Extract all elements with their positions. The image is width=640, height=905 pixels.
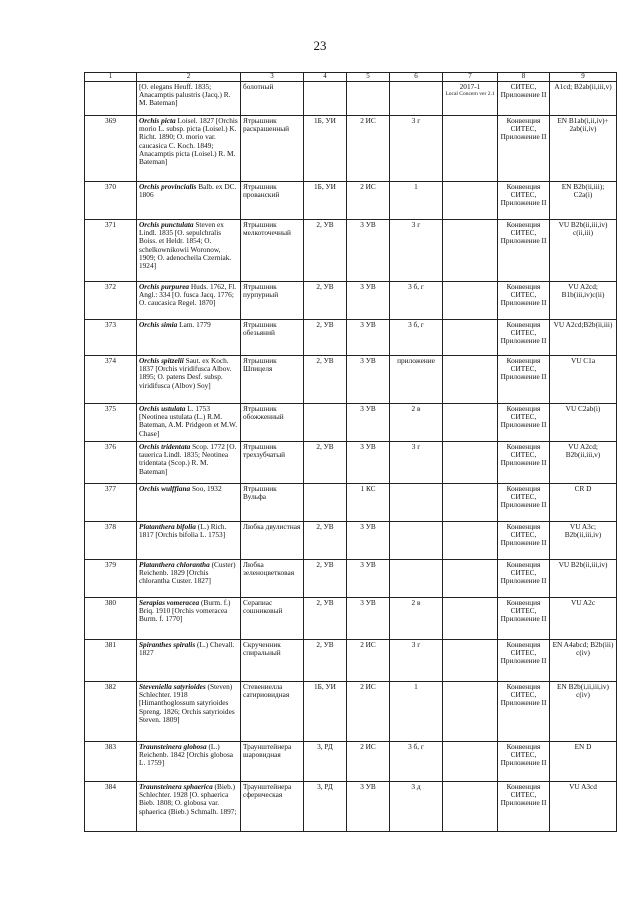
- col-header: 8: [498, 73, 550, 82]
- iucn-cell: VU A2cd; B1b(iii,iv)c(ii): [550, 282, 617, 320]
- row-number: 370: [85, 182, 137, 220]
- latin-name: Orchis wulffiana: [139, 484, 191, 493]
- russian-name: Стевениелла сатириовидная: [241, 682, 304, 742]
- status-cell: 2 ИС: [347, 682, 390, 742]
- row-number: 378: [85, 522, 137, 560]
- category-cell: 2, УВ: [304, 598, 347, 640]
- latin-name: Platanthera bifolia: [139, 522, 196, 531]
- status-cell: [347, 82, 390, 116]
- measures-cell: [390, 560, 443, 598]
- measures-cell: 3 б, г: [390, 742, 443, 782]
- category-cell: 1Б, УИ: [304, 682, 347, 742]
- col-header: 9: [550, 73, 617, 82]
- synonyms: Loisel. 1827 [Orchis morio L. subsp. picta (Loisel.) K. Richt. 1890; O. morio var. caucasica C. Koch. 1849; Anacamptis picta (Loisel.) R. M. Bateman]: [139, 116, 238, 166]
- iucn-cell: A1cd; B2ab(ii,iii,v): [550, 82, 617, 116]
- status-cell: 3 УВ: [347, 282, 390, 320]
- status-cell: 3 УВ: [347, 782, 390, 832]
- iucn-cell: VU C2ab(i): [550, 404, 617, 442]
- status-cell: 3 УВ: [347, 320, 390, 356]
- table-row: [85, 182, 617, 220]
- row-number: 376: [85, 442, 137, 484]
- cites-cell: Конвенция СИТЕС, Приложение II: [498, 282, 550, 320]
- latin-name: Platanthera chlorantha: [139, 560, 210, 569]
- col-header: 4: [304, 73, 347, 82]
- col-header: 1: [85, 73, 137, 82]
- col-header: 6: [390, 73, 443, 82]
- status-cell: 2 ИС: [347, 182, 390, 220]
- latin-name: Traunsteinera globosa: [139, 742, 207, 751]
- row-number: 379: [85, 560, 137, 598]
- cites-cell: Конвенция СИТЕС, Приложение II: [498, 404, 550, 442]
- latin-name: Orchis punctulata: [139, 220, 194, 229]
- assessment-cell: [443, 442, 498, 484]
- cites-cell: Конвенция СИТЕС, Приложение II: [498, 782, 550, 832]
- russian-name: Ятрышник раскрашенный: [241, 116, 304, 182]
- category-cell: 3, РД: [304, 742, 347, 782]
- measures-cell: 3 б, г: [390, 282, 443, 320]
- table-row: [85, 282, 617, 320]
- row-number: 371: [85, 220, 137, 282]
- species-name-cell: [137, 220, 241, 282]
- row-number: 383: [85, 742, 137, 782]
- assessment-cell: [443, 356, 498, 404]
- table-row: [85, 560, 617, 598]
- category-cell: [304, 484, 347, 522]
- row-number: 373: [85, 320, 137, 356]
- species-name-cell: [137, 522, 241, 560]
- cites-cell: Конвенция СИТЕС, Приложение II: [498, 522, 550, 560]
- species-name-cell: [137, 82, 241, 116]
- cites-cell: СИТЕС, Приложение II: [498, 82, 550, 116]
- synonyms: (L.) Chevall. 1827: [139, 640, 235, 658]
- category-cell: 2, УВ: [304, 282, 347, 320]
- measures-cell: 3 г: [390, 640, 443, 682]
- latin-name: Traunsteinera sphaerica: [139, 782, 213, 791]
- cites-cell: Конвенция СИТЕС, Приложение II: [498, 356, 550, 404]
- assessment-cell: [443, 220, 498, 282]
- russian-name: Серапиас сошниковый: [241, 598, 304, 640]
- russian-name: Ятрышник прованский: [241, 182, 304, 220]
- species-name-cell: [137, 116, 241, 182]
- measures-cell: 2 в: [390, 598, 443, 640]
- iucn-cell: EN A4abcd; B2b(iii) c(iv): [550, 640, 617, 682]
- synonyms: [O. elegans Heuff. 1835; Anacamptis palustris (Jacq.) R. M. Bateman]: [139, 82, 231, 108]
- category-cell: 2, УВ: [304, 320, 347, 356]
- species-name-cell: [137, 442, 241, 484]
- row-number: 372: [85, 282, 137, 320]
- russian-name: Скрученник спиральный: [241, 640, 304, 682]
- iucn-cell: VU C1a: [550, 356, 617, 404]
- iucn-cell: VU A3c; B2b(ii,iii,iv): [550, 522, 617, 560]
- category-cell: 2, УВ: [304, 220, 347, 282]
- status-cell: 3 УВ: [347, 598, 390, 640]
- assessment-cell: [443, 640, 498, 682]
- cites-cell: Конвенция СИТЕС, Приложение II: [498, 682, 550, 742]
- synonyms: Scop. 1772 [O. tauerica Lindl. 1835; Neotinea tridentata (Scop.) R. M. Bateman]: [139, 442, 237, 476]
- row-number: 380: [85, 598, 137, 640]
- species-name-cell: [137, 404, 241, 442]
- species-name-cell: [137, 682, 241, 742]
- synonyms: (L.) Reichenb. 1842 [Orchis globosa L. 1759]: [139, 742, 234, 768]
- species-name-cell: [137, 598, 241, 640]
- status-cell: 3 УВ: [347, 442, 390, 484]
- synonyms: L. 1753 [Neotinea ustulata (L.) R.M. Bateman, A.M. Pridgeon et M.W. Chase]: [139, 404, 238, 438]
- russian-name: Ятрышник Шпицеля: [241, 356, 304, 404]
- iucn-cell: EN B2b(ii,iii); C2a(i): [550, 182, 617, 220]
- assessment-cell: [443, 182, 498, 220]
- synonyms: Steven ex Lindl. 1835 [O. sepulchralis Boiss. et Heldr. 1854; O. schelkownikowii Woronow, 1909; O. adenocheila Czerniak. 1924]: [139, 220, 232, 270]
- latin-name: Orchis purpurea: [139, 282, 190, 291]
- synonyms: Balb. ex DC. 1806: [139, 182, 237, 200]
- row-number: 377: [85, 484, 137, 522]
- table-row: [85, 404, 617, 442]
- header-row: [85, 73, 617, 82]
- latin-name: Serapias vomeracea: [139, 598, 200, 607]
- assessment-cell: [443, 522, 498, 560]
- latin-name: Orchis picta: [139, 116, 176, 125]
- assessment-cell: [443, 782, 498, 832]
- category-cell: 2, УВ: [304, 560, 347, 598]
- assessment-year: 2017-1: [459, 82, 481, 91]
- russian-name: Ятрышник Вульфа: [241, 484, 304, 522]
- synonyms: (Steven) Schlechter. 1918 [Himanthoglossum satyrioides Spreng. 1826; Orchis satyrioides Steven. 1809]: [139, 682, 235, 724]
- measures-cell: 3 г: [390, 116, 443, 182]
- measures-cell: 3 г: [390, 220, 443, 282]
- latin-name: Orchis simia: [139, 320, 178, 329]
- row-number: 381: [85, 640, 137, 682]
- category-cell: 3, РД: [304, 782, 347, 832]
- table-row: [85, 116, 617, 182]
- col-header: 5: [347, 73, 390, 82]
- measures-cell: 3 б, г: [390, 320, 443, 356]
- iucn-cell: VU B2b(ii,iii,iv) c(ii,iii): [550, 220, 617, 282]
- assessment-cell: [443, 116, 498, 182]
- russian-name: Траунштейнера сферическая: [241, 782, 304, 832]
- species-table: [84, 72, 617, 832]
- iucn-cell: EN D: [550, 742, 617, 782]
- cites-cell: Конвенция СИТЕС, Приложение II: [498, 442, 550, 484]
- measures-cell: 2 в: [390, 404, 443, 442]
- iucn-cell: VU A2cd;B2b(ii,iii): [550, 320, 617, 356]
- synonyms: (Bieb.) Schlechter. 1928 [O. sphaerica Bieb. 1808; O. globosa var. sphaerica (Bieb.) Schmalh. 1897;: [139, 782, 237, 816]
- russian-name: Ятрышник обезьяний: [241, 320, 304, 356]
- assessment-cell: [443, 742, 498, 782]
- iucn-cell: VU A3cd: [550, 782, 617, 832]
- iucn-cell: VU B2b(ii,iii,iv): [550, 560, 617, 598]
- latin-name: Steveniella satyrioides: [139, 682, 206, 691]
- assessment-note: Local Concern ver 2.1: [445, 91, 495, 98]
- russian-name: Траунштейнера шаровидная: [241, 742, 304, 782]
- cites-cell: Конвенция СИТЕС, Приложение II: [498, 182, 550, 220]
- iucn-cell: EN B1ab(i,ii,iv)+ 2ab(ii,iv): [550, 116, 617, 182]
- table-row: [85, 742, 617, 782]
- status-cell: 2 ИС: [347, 640, 390, 682]
- cites-cell: Конвенция СИТЕС, Приложение II: [498, 484, 550, 522]
- status-cell: 3 УВ: [347, 220, 390, 282]
- table-row: [85, 782, 617, 832]
- cites-cell: Конвенция СИТЕС, Приложение II: [498, 598, 550, 640]
- synonyms: (L.) Rich. 1817 [Orchis bifolia L. 1753]: [139, 522, 227, 540]
- page-number: 23: [313, 38, 327, 53]
- table-row: [85, 522, 617, 560]
- table-row: [85, 320, 617, 356]
- russian-name: болотный: [241, 82, 304, 116]
- cites-cell: Конвенция СИТЕС, Приложение II: [498, 742, 550, 782]
- species-name-cell: [137, 282, 241, 320]
- latin-name: Orchis provincialis: [139, 182, 197, 191]
- category-cell: 1Б, УИ: [304, 182, 347, 220]
- russian-name: Ятрышник мелкоточечный: [241, 220, 304, 282]
- table-row: [85, 82, 617, 116]
- iucn-cell: VU A2c: [550, 598, 617, 640]
- species-name-cell: [137, 782, 241, 832]
- assessment-cell: [443, 82, 498, 116]
- species-name-cell: [137, 560, 241, 598]
- row-number: 384: [85, 782, 137, 832]
- latin-name: Orchis tridentata: [139, 442, 191, 451]
- cites-cell: Конвенция СИТЕС, Приложение II: [498, 220, 550, 282]
- table-row: [85, 640, 617, 682]
- russian-name: Любка зеленоцветковая: [241, 560, 304, 598]
- latin-name: Orchis ustulata: [139, 404, 186, 413]
- row-number: 374: [85, 356, 137, 404]
- measures-cell: 3 г: [390, 442, 443, 484]
- category-cell: 2, УВ: [304, 356, 347, 404]
- status-cell: 1 КС: [347, 484, 390, 522]
- assessment-cell: [443, 560, 498, 598]
- species-name-cell: [137, 742, 241, 782]
- status-cell: 2 ИС: [347, 116, 390, 182]
- assessment-cell: [443, 598, 498, 640]
- table-row: [85, 356, 617, 404]
- synonyms: (Custer) Reichenb. 1829 [Orchis chlorantha Custer. 1827]: [139, 560, 236, 586]
- status-cell: 3 УВ: [347, 522, 390, 560]
- measures-cell: [390, 82, 443, 116]
- assessment-cell: [443, 484, 498, 522]
- col-header: 3: [241, 73, 304, 82]
- category-cell: 2, УВ: [304, 442, 347, 484]
- cites-cell: Конвенция СИТЕС, Приложение II: [498, 116, 550, 182]
- measures-cell: 1: [390, 682, 443, 742]
- row-number: 382: [85, 682, 137, 742]
- iucn-cell: CR D: [550, 484, 617, 522]
- measures-cell: [390, 484, 443, 522]
- cites-cell: Конвенция СИТЕС, Приложение II: [498, 640, 550, 682]
- synonyms: Saut. ex Koch. 1837 [Orchis viridifusca Albov. 1895; O. patens Desf. subsp. viridifusca (Albov) Soy]: [139, 356, 232, 390]
- russian-name: Ятрышник пурпурный: [241, 282, 304, 320]
- category-cell: [304, 82, 347, 116]
- table-row: [85, 442, 617, 484]
- cites-cell: Конвенция СИТЕС, Приложение II: [498, 320, 550, 356]
- table-row: [85, 484, 617, 522]
- russian-name: Ятрышник трехзубчатый: [241, 442, 304, 484]
- latin-name: Orchis spitzelii: [139, 356, 184, 365]
- category-cell: 2, УВ: [304, 640, 347, 682]
- cites-cell: Конвенция СИТЕС, Приложение II: [498, 560, 550, 598]
- iucn-cell: VU A2cd; B2b(ii,iii,v): [550, 442, 617, 484]
- russian-name: Любка двулистная: [241, 522, 304, 560]
- assessment-cell: [443, 320, 498, 356]
- row-number: 369: [85, 116, 137, 182]
- table-row: [85, 682, 617, 742]
- category-cell: 1Б, УИ: [304, 116, 347, 182]
- col-header: 7: [443, 73, 498, 82]
- synonyms: (Burm. f.) Briq. 1910 [Orchis vomeracea Burm. f. 1770]: [139, 598, 231, 624]
- measures-cell: приложение: [390, 356, 443, 404]
- species-name-cell: [137, 356, 241, 404]
- measures-cell: 1: [390, 182, 443, 220]
- assessment-cell: [443, 682, 498, 742]
- iucn-cell: EN B2b(i,ii,iii,iv) c(iv): [550, 682, 617, 742]
- species-name-cell: [137, 320, 241, 356]
- measures-cell: [390, 522, 443, 560]
- category-cell: [304, 404, 347, 442]
- status-cell: 3 УВ: [347, 356, 390, 404]
- latin-name: Spiranthes spiralis: [139, 640, 196, 649]
- synonyms: Lam. 1779: [177, 320, 211, 329]
- row-number: 375: [85, 404, 137, 442]
- assessment-cell: [443, 282, 498, 320]
- russian-name: Ятрышник обожженный: [241, 404, 304, 442]
- synonyms: Huds. 1762, Fl. Angl.: 334 [O. fusca Jacq. 1776; O. caucasica Regel. 1870]: [139, 282, 237, 308]
- table-row: [85, 598, 617, 640]
- status-cell: 2 ИС: [347, 742, 390, 782]
- category-cell: 2, УВ: [304, 522, 347, 560]
- table-row: [85, 220, 617, 282]
- measures-cell: 3 д: [390, 782, 443, 832]
- synonyms: Soo, 1932: [190, 484, 222, 493]
- row-number: [85, 82, 137, 116]
- species-name-cell: [137, 182, 241, 220]
- species-name-cell: [137, 484, 241, 522]
- assessment-cell: [443, 404, 498, 442]
- species-name-cell: [137, 640, 241, 682]
- col-header: 2: [137, 73, 241, 82]
- status-cell: 3 УВ: [347, 560, 390, 598]
- status-cell: 3 УВ: [347, 404, 390, 442]
